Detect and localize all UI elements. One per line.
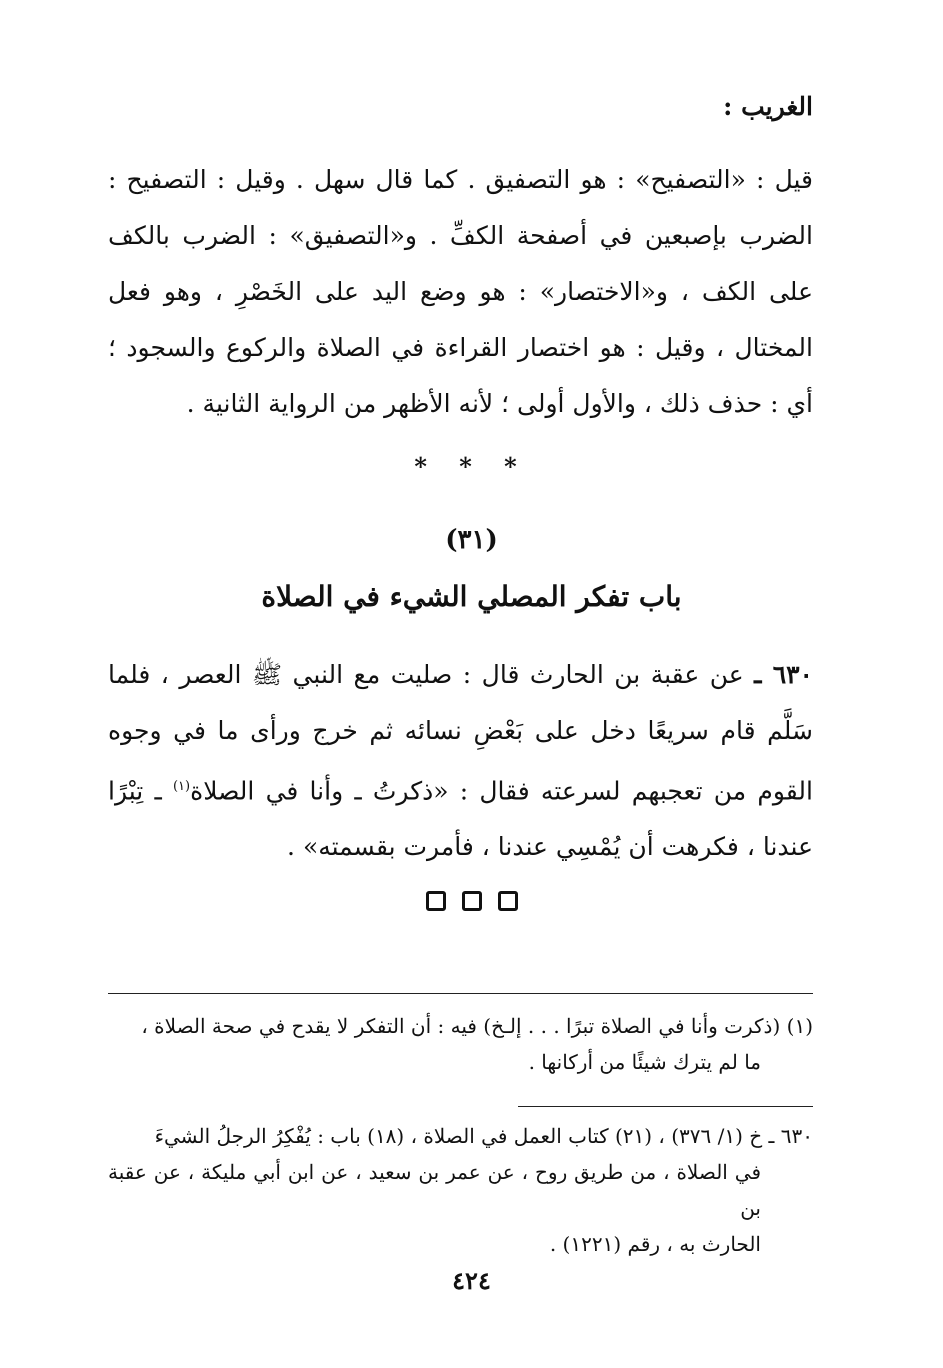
hadith-paragraph: [108, 647, 813, 875]
end-of-chapter-ornament: [0, 891, 943, 915]
chapter-number: (٣١): [445, 525, 498, 555]
ornament-box-icon: [462, 891, 482, 911]
hadith-number: ٦٣٠ ـ: [754, 660, 813, 689]
gharib-paragraph: قيل : «التصفيح» : هو التصفيق . كما قال سهل . وقيل : التصفيح : الضرب بإصبعين في أصفحة الكفِّ . و«التصفيق» : الضرب بالكف على الكف ، و«الاختصار» : هو وضع اليد على الخَصْرِ ، وهو فعل المختال ، وقيل : هو اختصار القراءة في الصلاة والركوع والسجود ؛ أي : حذف ذلك ، والأول أولى ؛ لأنه الأظهر من الرواية الثانية .: [108, 165, 813, 418]
chapter-title: باب تفكر المصلي الشيء في الصلاة: [261, 580, 682, 613]
footnote-marker-link[interactable]: (١): [172, 779, 191, 794]
ornament-box-icon: [498, 891, 518, 911]
separator-stars: * * *: [414, 452, 529, 481]
source-note-line1: ٦٣٠ ـ خ (١/ ٣٧٦) ، (٢١) كتاب العمل في الصلاة ، (١٨) باب : يُفْكِرُ الرجلُ الشيءَ: [154, 1124, 813, 1148]
footnote-1-marker: (١): [786, 1014, 813, 1038]
ornament-box-icon: [426, 891, 446, 911]
hadith-text-part1: عن عقبة بن الحارث قال : صليت مع النبي ﷺ العصر ، فلما سَلَّم قام سريعًا دخل على بَعْضِ نسائه ثم خرج ورأى ما في وجوه القوم من تعجبهم لسرعته فقال : «ذكرتُ ـ وأنا في الصلاة: [108, 660, 813, 806]
footnote-1: [108, 1008, 813, 1080]
footnote-divider: [108, 993, 813, 994]
page-number: ٤٢٤: [452, 1266, 491, 1295]
footnote-1-line2: ما لم يترك شيئًا من أركانها .: [528, 1050, 761, 1074]
hadith-text-part2: ـ تِبْرًا عندنا ، فكرهت أن يُمْسِي عندنا ، فأمرت بقسمته» .: [108, 776, 813, 862]
source-note-line2: في الصلاة ، من طريق روح ، عن عمر بن سعيد ، عن ابن أبي مليكة ، عن عقبة بن: [108, 1160, 761, 1220]
source-divider: [518, 1106, 813, 1107]
footnote-1-line1: (ذكرت وأنا في الصلاة تبرًا . . . إلـخ) فيه : أن التفكر لا يقدح في صحة الصلاة ،: [141, 1014, 781, 1038]
section-heading-gharib: الغريب :: [723, 92, 813, 121]
source-note: [108, 1118, 813, 1262]
source-note-line3: الحارث به ، رقم (١٢٢١) .: [549, 1232, 761, 1256]
